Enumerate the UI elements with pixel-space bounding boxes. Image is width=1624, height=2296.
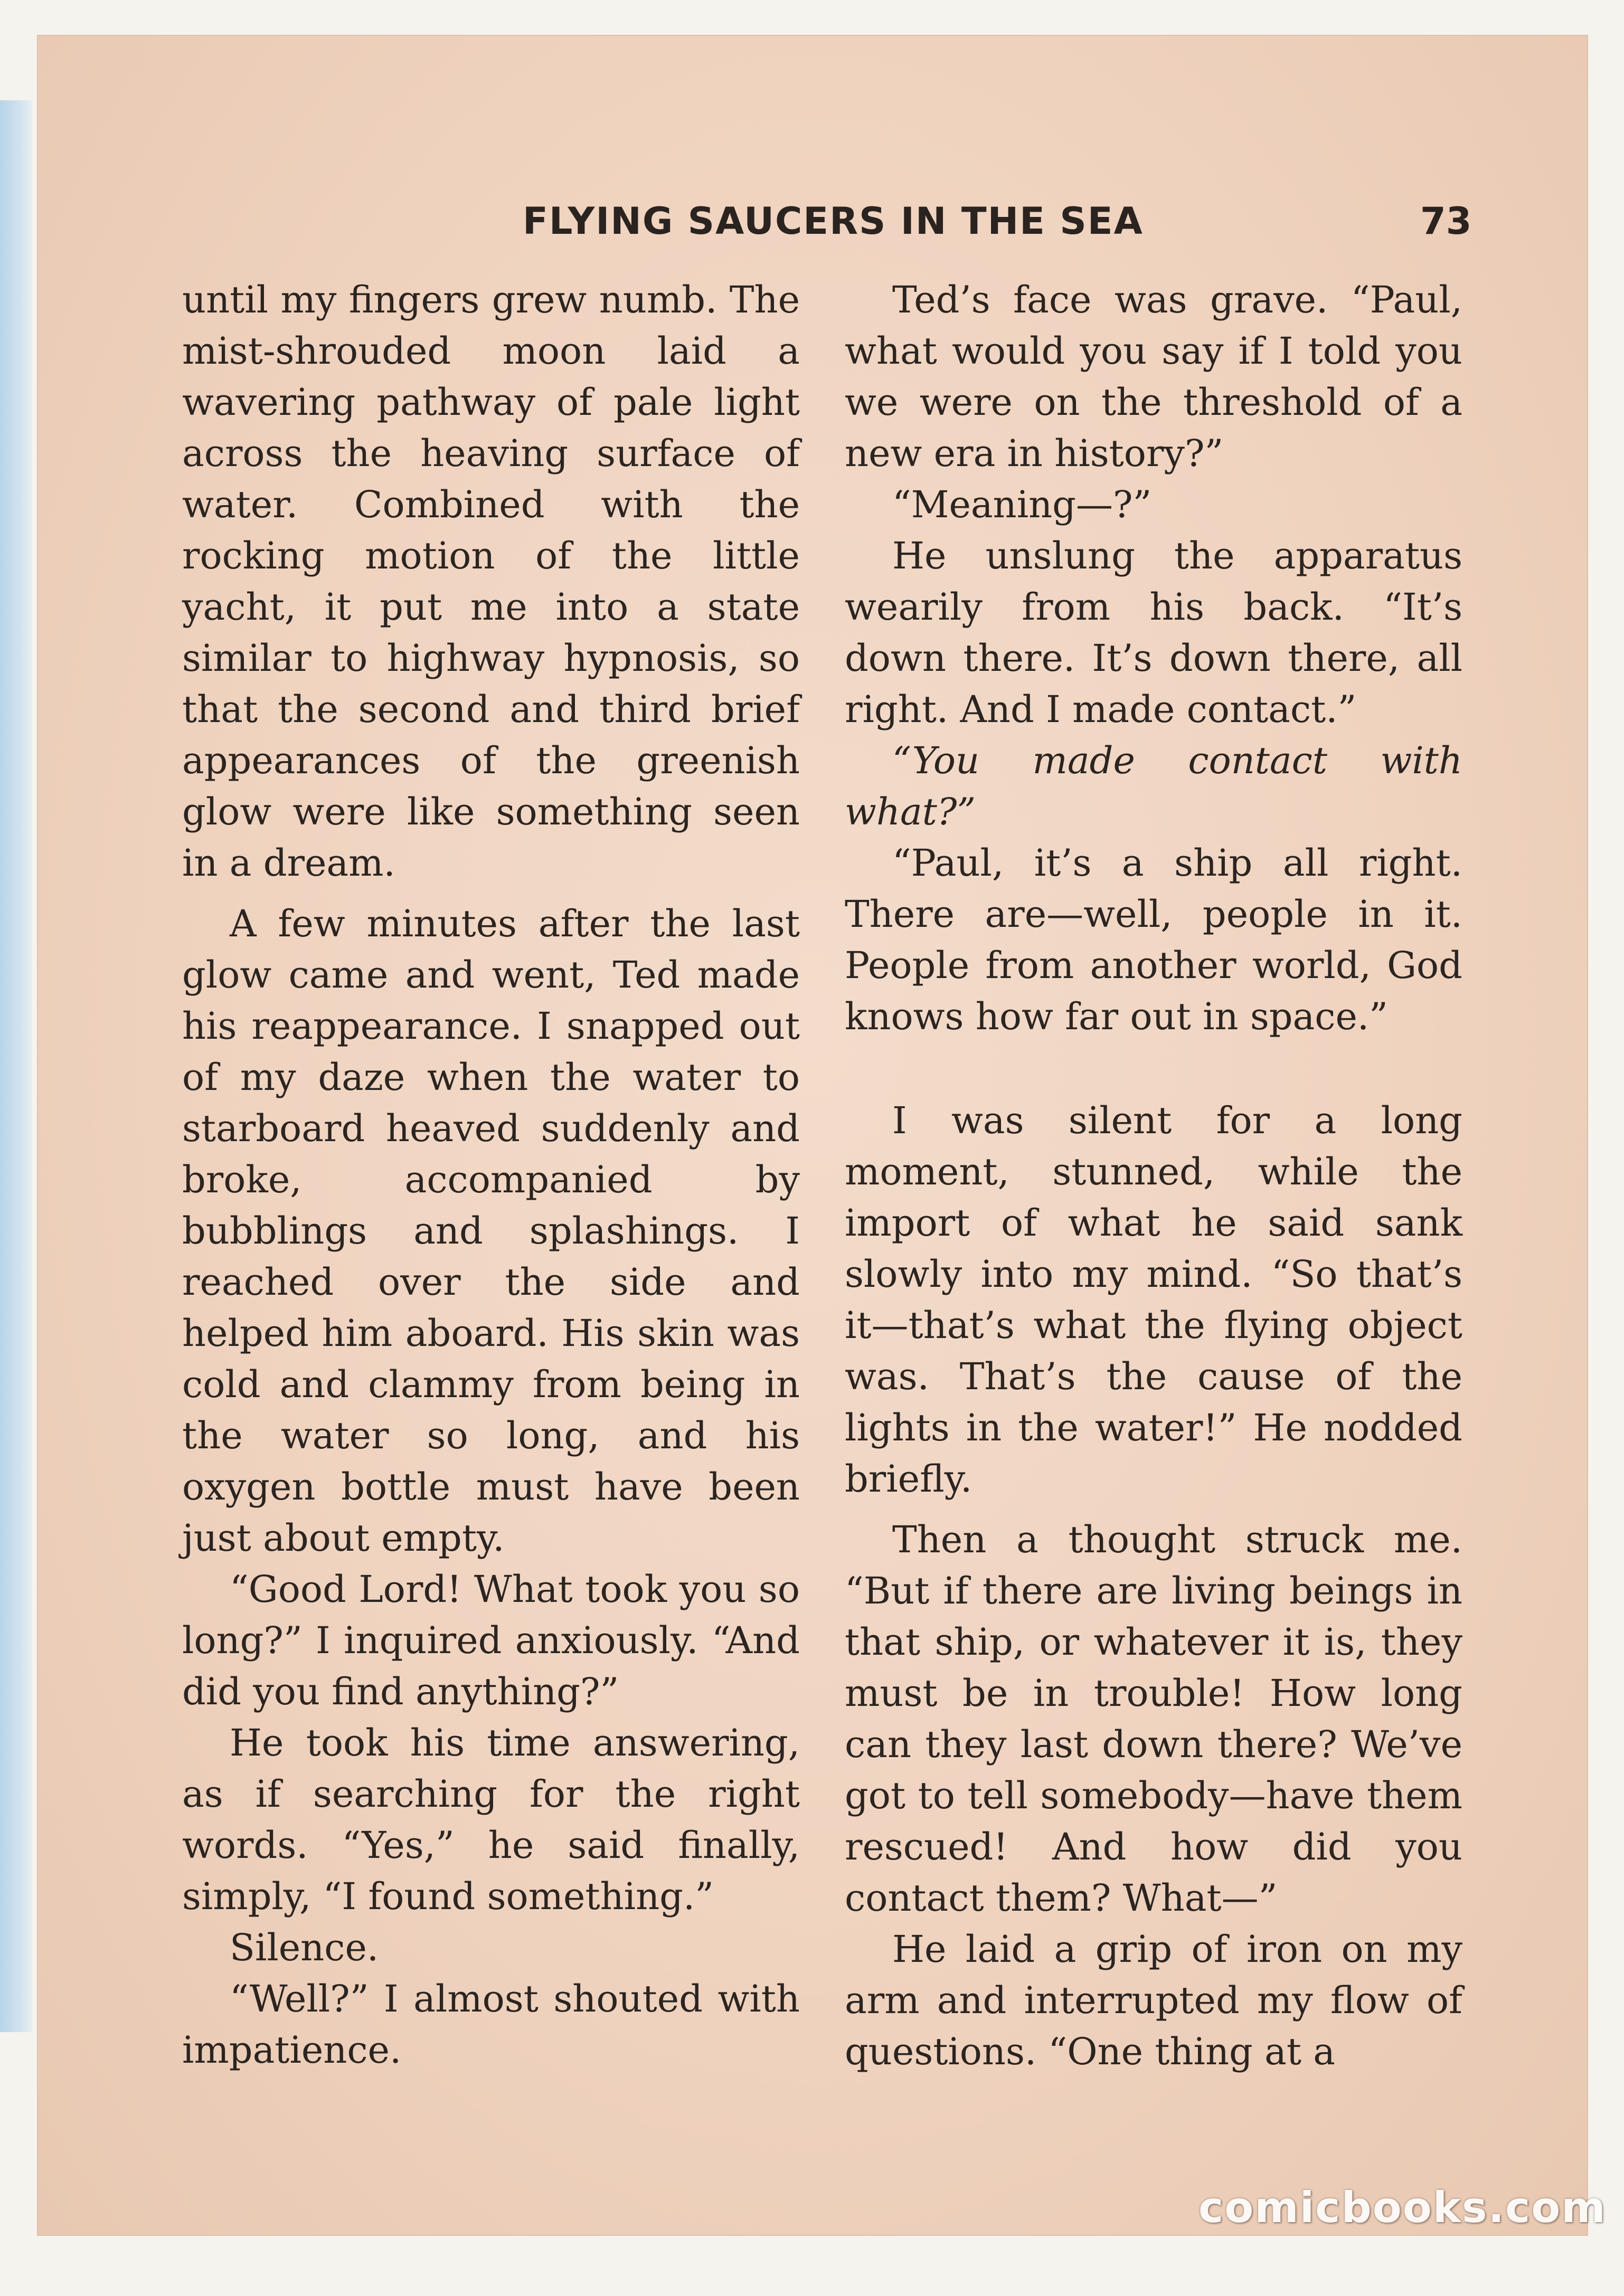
right-column — [845, 274, 1462, 2077]
paragraph: “You made contact with what?” — [845, 739, 1462, 833]
left-column — [182, 274, 800, 2076]
paragraph: Then a thought struck me. “But if there are living beings in that ship, or whatever it is, they must be in trouble! How long can they last down there? We’ve got to tell somebody—have them rescued! And how did you contact them? What—” — [845, 1518, 1462, 1920]
page-number: 73 — [1420, 200, 1472, 243]
paragraph: He laid a grip of iron on my arm and interrupted my flow of questions. “One thing at a — [845, 1928, 1462, 2073]
paragraph: He unslung the apparatus wearily from his back. “It’s down there. It’s down there, all right. And I made contact.” — [845, 534, 1462, 731]
paragraph: He took his time answering, as if searching for the right words. “Yes,” he said finally, simply, “I found something.” — [182, 1721, 800, 1918]
site-watermark: comicbooks.com — [1198, 2183, 1607, 2232]
paragraph: “Good Lord! What took you so long?” I inquired anxiously. “And did you find anything?” — [182, 1568, 800, 1713]
paragraph: “Well?” I almost shouted with impatience. — [182, 1977, 800, 2072]
paragraph: Silence. — [230, 1926, 379, 1969]
paragraph: until my fingers grew numb. The mist-shrouded moon laid a wavering pathway of pale light across the heaving surface of water. Combined with the rocking motion of the little yacht, it put me into a state similar to highway hypnosis, so that the second and third brief appearances of the greenish glow were like something seen in a dream. — [182, 278, 800, 885]
paragraph: “Meaning—?” — [892, 483, 1152, 526]
running-title: FLYING SAUCERS IN THE SEA — [523, 200, 1144, 243]
scanner-edge-strip — [0, 100, 32, 2032]
paragraph: Ted’s face was grave. “Paul, what would you say if I told you we were on the threshold of a new era in history?” — [845, 278, 1462, 475]
paragraph: “Paul, it’s a ship all right. There are—well, people in it. People from another world, God knows how far out in space.” — [845, 841, 1462, 1038]
paragraph: A few minutes after the last glow came and went, Ted made his reappearance. I snapped out of my daze when the water to starboard heaved suddenly and broke, accompanied by bubblings and splashings. I reached over the side and helped him aboard. His skin was cold and clammy from being in the water so long, and his oxygen bottle must have been just about empty. — [182, 902, 800, 1560]
paragraph: I was silent for a long moment, stunned, while the import of what he said sank slowly into my mind. “So that’s it—that’s what the flying object was. That’s the cause of the lights in the water!” He nodded briefly. — [845, 1099, 1462, 1501]
